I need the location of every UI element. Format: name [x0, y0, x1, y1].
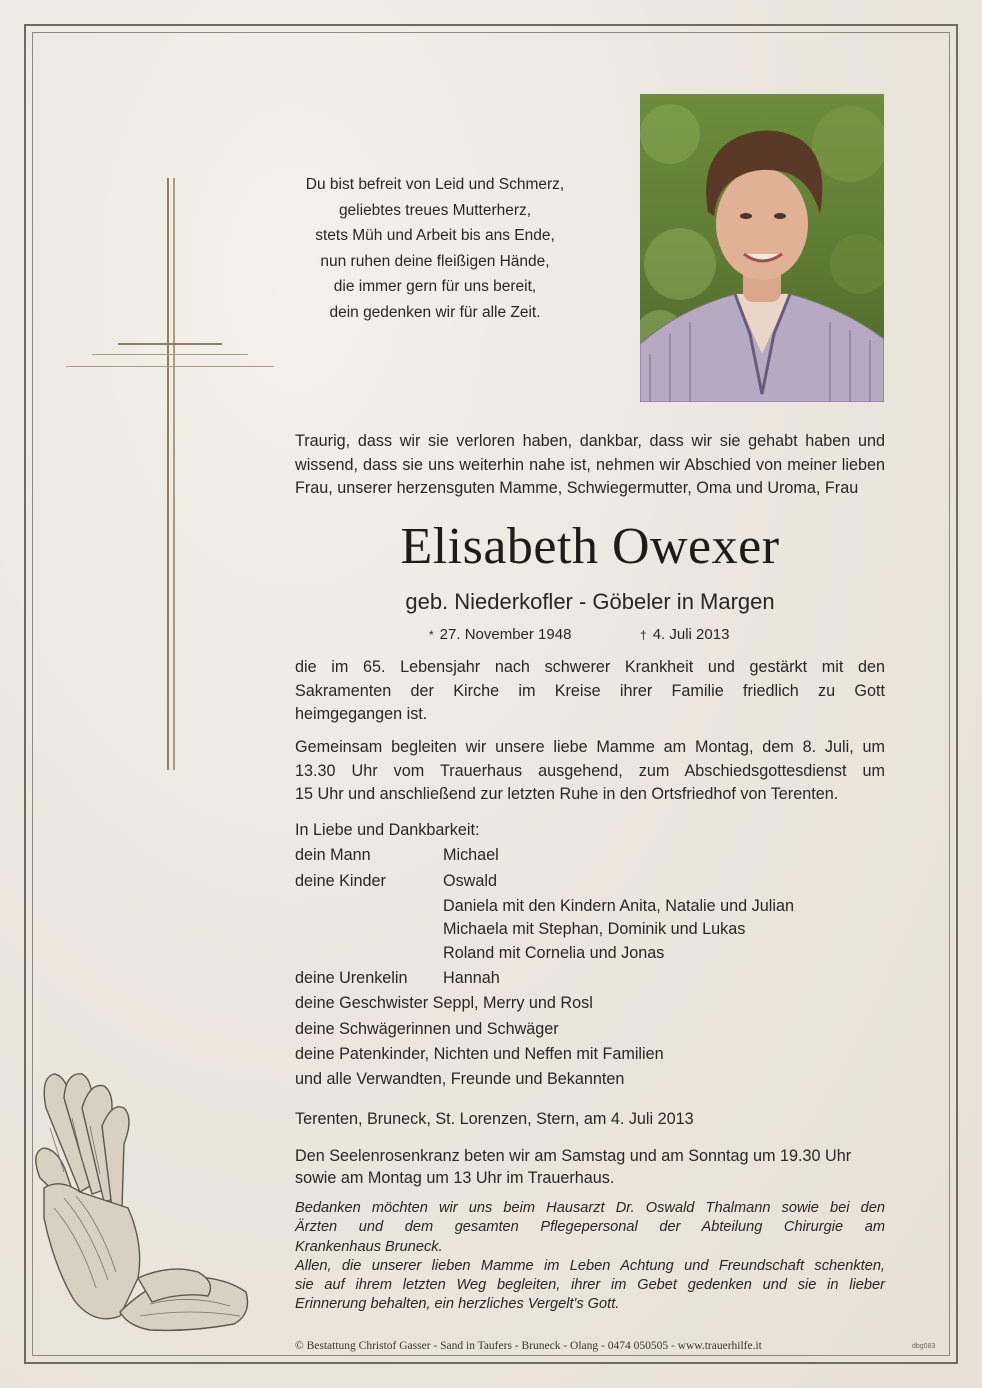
place-date: Terenten, Bruneck, St. Lorenzen, Stern, am 4. Juli 2013 [295, 1110, 694, 1128]
thanks-line: Krankenhaus Bruneck. [295, 1238, 443, 1255]
family-row: deine Kinder Oswald [295, 871, 497, 890]
passing-line: die im 65. Lebensjahr nach schwerer Krankheit und gestärkt mit den [295, 658, 885, 676]
thanks-text [295, 1199, 885, 1315]
funeral-line: 15 Uhr und anschließend zur letzten Ruhe in den Ortsfriedhof von Terenten. [295, 785, 839, 803]
family-row: Roland mit Cornelia und Jonas [443, 943, 665, 962]
dagger-icon: † [640, 628, 647, 642]
death-date: † 4. Juli 2013 [640, 626, 730, 643]
funeral-line: 13.30 Uhr vom Trauerhaus ausgehend, zum Abschiedsgottesdienst um [295, 761, 885, 780]
life-dates [295, 624, 885, 646]
poem-line: dein gedenken wir für alle Zeit. [329, 303, 541, 321]
passing-text [295, 656, 885, 727]
family-row: und alle Verwandten, Freunde und Bekannten [295, 1070, 625, 1089]
poem-line: geliebtes treues Mutterherz, [338, 201, 532, 219]
star-icon: * [429, 628, 434, 642]
thanks-line: sie auf ihrem letzten Weg begleiten, ihrer im Gebet gedenken und sie in lieber [295, 1277, 885, 1294]
thanks-line: Ärzten und dem gesamten Pflegepersonal der Abteilung Chirurgie am [295, 1219, 885, 1236]
document-code: dbg083 [912, 1343, 936, 1350]
funeral-home-footer: © Bestattung Christof Gasser - Sand in Taufers - Bruneck - Olang - 0474 050505 - www.trauerhilfe.it [295, 1340, 762, 1352]
family-row: deine Schwägerinnen und Schwäger [295, 1019, 559, 1038]
intro-line: Frau, unserer herzensguten Mamme, Schwiegermutter, Oma und Uroma, Frau [295, 479, 859, 497]
family-row: In Liebe und Dankbarkeit: [295, 821, 480, 839]
rosary-line: sowie am Montag um 13 Uhr im Trauerhaus. [295, 1169, 615, 1187]
poem-line: die immer gern für uns bereit, [333, 278, 537, 295]
passing-line: Sakramenten der Kirche im Kreise ihrer Familie friedlich zu Gott [295, 681, 885, 700]
passing-line: heimgegangen ist. [295, 705, 428, 723]
intro-line: wissend, dass sie uns weiterhin nahe ist, nehmen wir Abschied von meiner lieben [295, 455, 885, 474]
intro-text [295, 430, 885, 501]
thanks-line: Bedanken möchten wir uns beim Hausarzt Dr. Oswald Thalmann sowie bei den [295, 1200, 885, 1216]
intro-line: Traurig, dass wir sie verloren haben, dankbar, dass wir sie gehabt haben und [295, 432, 885, 450]
deceased-name: Elisabeth Owexer [400, 518, 780, 575]
family-row: deine Geschwister Seppl, Merry und Rosl [295, 994, 593, 1013]
family-row: deine Patenkinder, Nichten und Neffen mit Familien [295, 1045, 664, 1064]
poem-line: stets Müh und Arbeit bis ans Ende, [315, 227, 555, 244]
birth-date: * 27. November 1948 [429, 626, 572, 643]
thanks-line: Erinnerung behalten, ein herzliches Vergelt's Gott. [295, 1296, 620, 1313]
family-row: dein Mann Michael [295, 846, 499, 865]
portrait-photo [640, 94, 884, 402]
family-row: Daniela mit den Kindern Anita, Natalie und Julian [443, 896, 794, 915]
poem-line: Du bist befreit von Leid und Schmerz, [305, 176, 565, 193]
thanks-line: Allen, die unserer lieben Mamme im Leben Achtung und Freundschaft schenkten, [295, 1257, 885, 1274]
praying-hands-icon [20, 1068, 256, 1340]
funeral-text [295, 736, 885, 807]
poem-line: nun ruhen deine fleißigen Hände, [320, 252, 550, 270]
family-row: deine Urenkelin Hannah [295, 969, 500, 988]
rosary-text [295, 1145, 885, 1189]
memorial-poem [290, 172, 580, 325]
family-list [295, 818, 885, 1093]
birth-name: geb. Niederkofler - Göbeler in Margen [405, 589, 775, 614]
funeral-line: Gemeinsam begleiten wir unsere liebe Mamme am Montag, dem 8. Juli, um [295, 738, 885, 756]
rosary-line: Den Seelenrosenkranz beten wir am Samstag und am Sonntag um 19.30 Uhr [295, 1147, 852, 1165]
family-row: Michaela mit Stephan, Dominik und Lukas [443, 920, 746, 939]
